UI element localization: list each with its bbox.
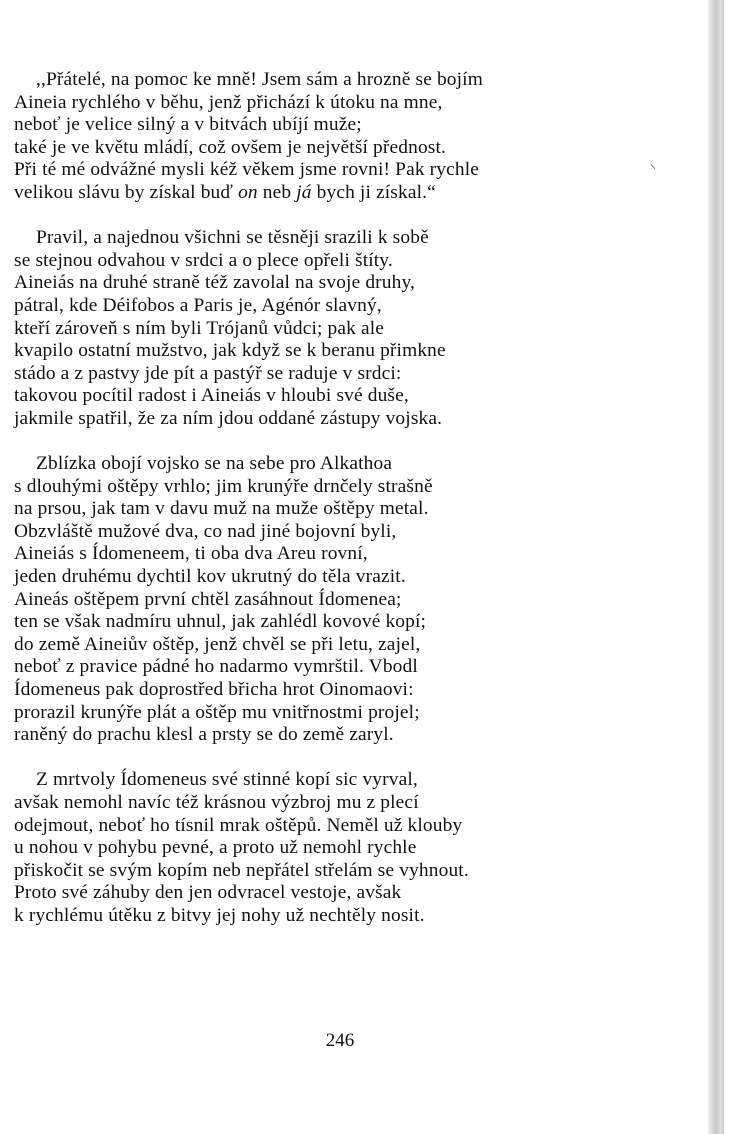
verse-line: avšak nemohl navíc též krásnou výzbroj mu z plecí [14, 792, 419, 813]
verse-line: Aineia rychlého v běhu, jenž přichází k útoku na mne, [14, 91, 443, 113]
verse-line: jakmile spatřil, že za ním jdou oddané zástupy vojska. [14, 407, 443, 429]
stanza-1 [14, 69, 534, 205]
stanza-2 [14, 227, 534, 430]
verse-line: Aineás oštěpem první chtěl zasáhnout Ídomenea; [14, 588, 402, 610]
verse-text: neb [257, 181, 297, 203]
verse-line [14, 182, 534, 205]
verse-line: jeden druhému dychtil kov ukrutný do těla vrazit. [14, 566, 406, 588]
verse-line: se stejnou odvahou v srdci a o plece opřeli štíty. [14, 249, 393, 271]
verse-line: Aineiás na druhé straně též zavolal na svoje druhy, [14, 272, 416, 294]
verse-line: Aineiás s Ídomeneem, ti oba dva Areu rovní, [14, 543, 368, 565]
verse-line: Zblízka obojí vojsko se na sebe pro Alkathoa [36, 453, 393, 475]
verse-line: Pravil, a najednou všichni se těsněji srazili k sobě [36, 227, 429, 249]
verse-line: Ídomeneus pak doprostřed břicha hrot Oinomaovi: [14, 679, 414, 701]
verse-line: u nohou v pohybu pevné, a proto už nemohl rychle [14, 837, 417, 859]
verse-line: kteří zároveň s ním byli Trójanů vůdci; pak ale [14, 317, 385, 339]
verse-line: takovou pocítil radost i Aineiás v hloubi své duše, [14, 385, 409, 407]
verse-emphasis: on [238, 181, 258, 203]
verse-line: Proto své záhuby den jen odvracel vestoje, avšak [14, 882, 402, 904]
verse-line: Z mrtvoly Ídomeneus své stinné kopí sic vyrval, [36, 769, 418, 791]
verse-line: prorazil krunýře plát a oštěp mu vnitřnostmi projel; [14, 701, 420, 723]
verse-emphasis: já [296, 181, 312, 203]
verse-line: k rychlému útěku z bitvy jej nohy už nechtěly nosit. [14, 904, 425, 926]
scan-speck-mark: ⸌ [650, 162, 657, 176]
verse-line: Při té mé odvážné mysli kéž věkem jsme rovni! Pak rychle [14, 159, 480, 181]
page-binding-shadow [708, 0, 722, 1134]
verse-line: neboť je velice silný a v bitvách ubíjí muže; [14, 114, 362, 136]
page-edge-line [722, 0, 724, 1134]
verse-text: velikou slávu by získal buď [14, 181, 239, 203]
stanza-4 [14, 769, 534, 927]
verse-line: kvapilo ostatní mužstvo, jak když se k beranu přimkne [14, 340, 446, 362]
verse-line: raněný do prachu klesl a prsty se do země zaryl. [14, 724, 394, 746]
verse-line: ten se však nadmíru uhnul, jak zahlédl kovové kopí; [14, 611, 427, 633]
verse-line: Obzvláště mužové dva, co nad jiné bojovní byli, [14, 520, 397, 542]
verse-line: také je ve květu mládí, což ovšem je největší přednost. [14, 136, 447, 158]
verse-text: bych ji získal.“ [311, 181, 436, 203]
verse-line: s dlouhými oštěpy vrhlo; jim krunýře drnčely strašně [14, 475, 433, 497]
verse-line: neboť z pravice pádné ho nadarmo vymrštil. Vbodl [14, 656, 418, 678]
verse-line: přiskočit se svým kopím neb nepřátel střelám se vyhnout. [14, 859, 469, 881]
verse-line: na prsou, jak tam v davu muž na muže oštěpy metal. [14, 498, 429, 520]
page-number: 246 [325, 1030, 355, 1051]
verse-line: ,,Přátelé, na pomoc ke mně! Jsem sám a hrozně se bojím [36, 69, 483, 90]
verse-line: pátral, kde Déifobos a Paris je, Agénór slavný, [14, 294, 382, 316]
verse-line: odejmout, neboť ho tísnil mrak oštěpů. Neměl už klouby [14, 814, 463, 836]
stanza-3 [14, 453, 534, 747]
poem-text [14, 69, 534, 950]
verse-line: stádo a z pastvy jde pít a pastýř se raduje v srdci: [14, 362, 402, 384]
verse-line: do země Aineiův oštěp, jenž chvěl se při letu, zajel, [14, 633, 421, 655]
